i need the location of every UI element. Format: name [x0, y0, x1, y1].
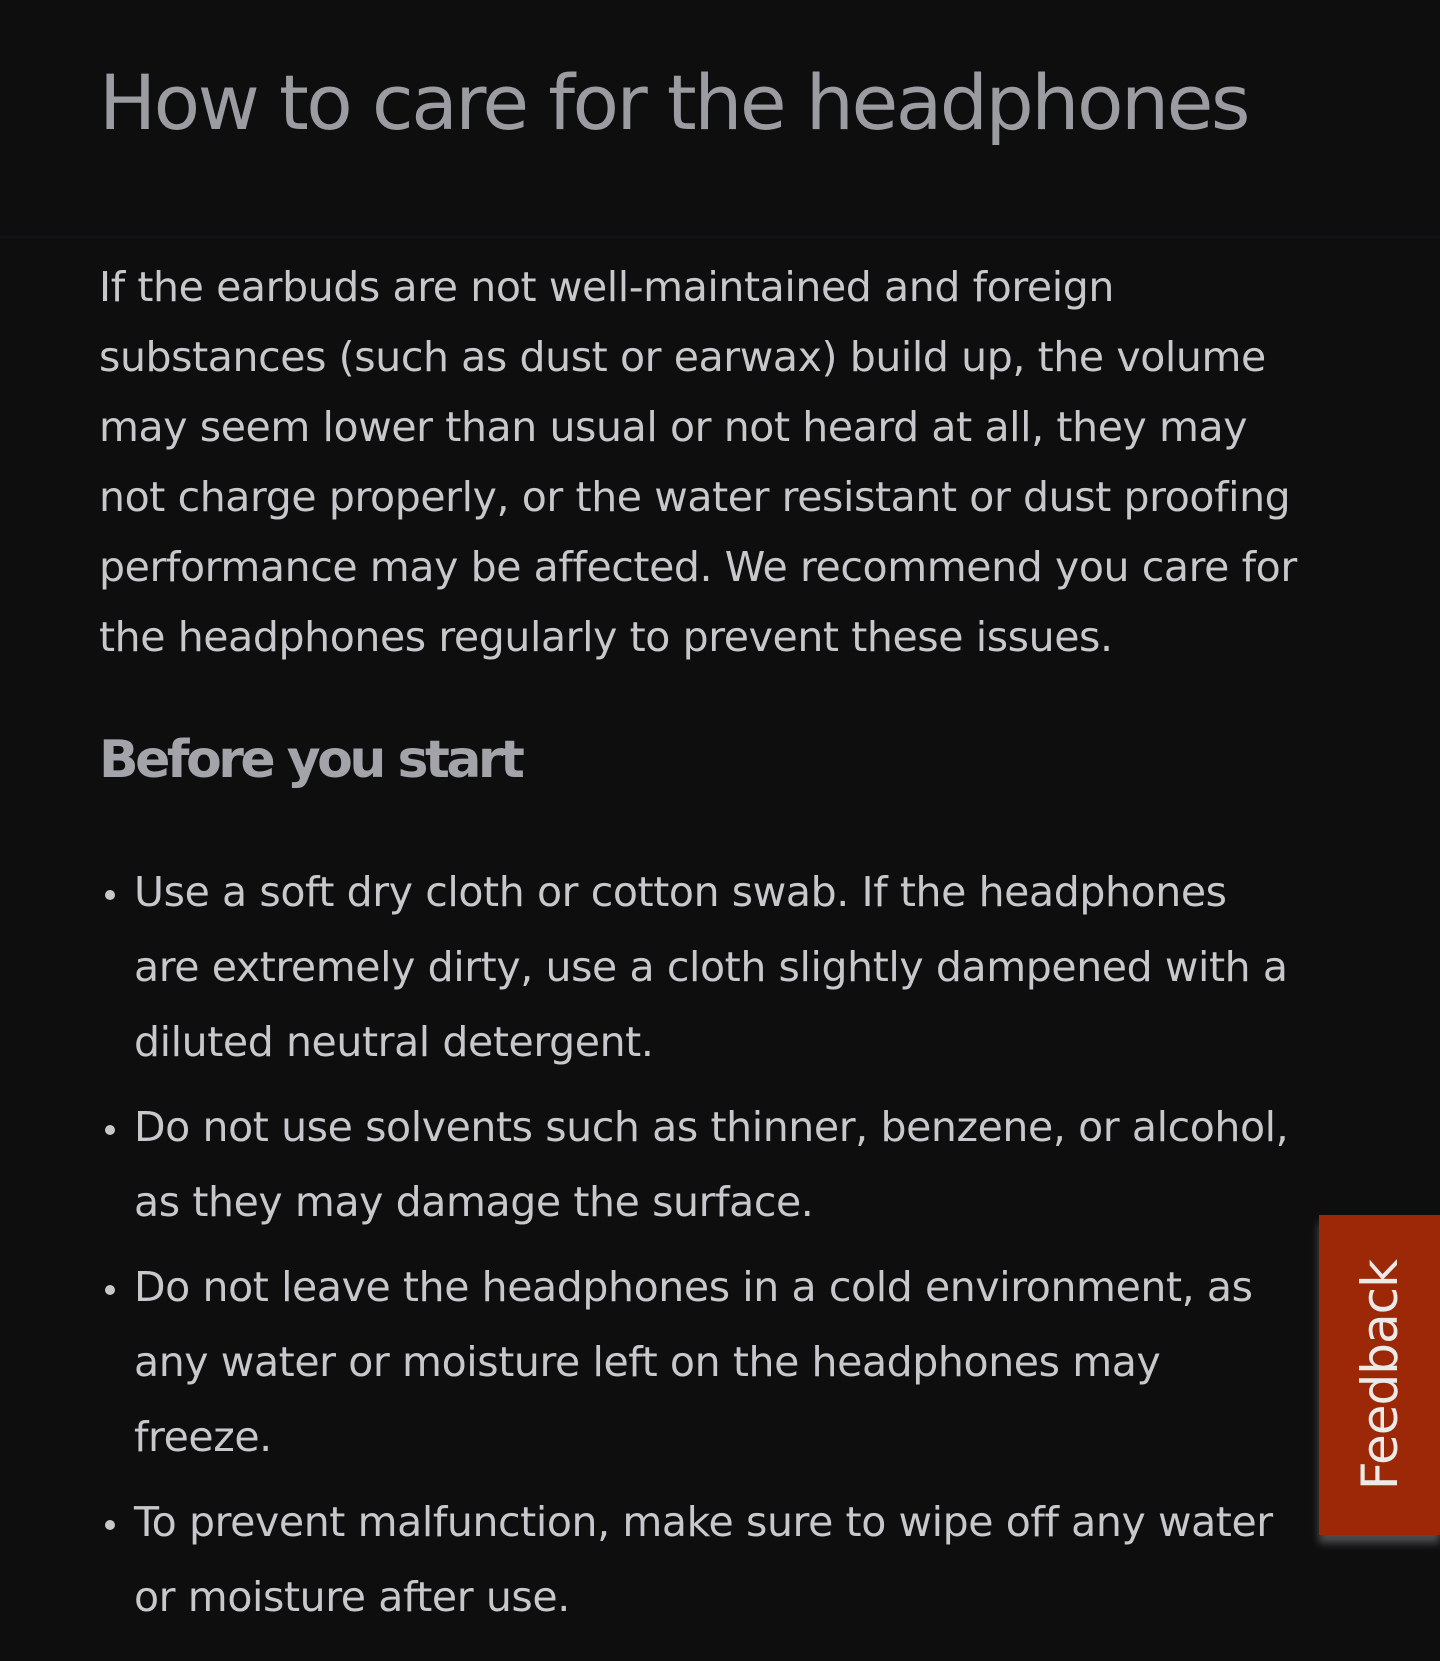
header-divider — [0, 236, 1440, 238]
bullet-line: freeze. — [134, 1413, 272, 1461]
intro-line: the headphones regularly to prevent these issues. — [99, 613, 1113, 661]
bullet-line: are extremely dirty, use a cloth slightly dampened with a — [134, 943, 1288, 991]
bullet-list — [99, 855, 1339, 1645]
intro-line: substances (such as dust or earwax) build up, the volume — [99, 333, 1266, 381]
bullet-dot-icon — [105, 1125, 115, 1135]
bullet-dot-icon — [105, 1520, 115, 1530]
bullet-line: or moisture after use. — [134, 1573, 570, 1621]
bullet-line: Use a soft dry cloth or cotton swab. If the headphones — [134, 868, 1227, 916]
bullet-line: To prevent malfunction, make sure to wipe off any water — [134, 1498, 1273, 1546]
bullet-line: as they may damage the surface. — [134, 1178, 814, 1226]
feedback-label: Feedback — [1350, 1259, 1409, 1491]
list-item — [99, 1485, 1339, 1635]
page-title: How to care for the headphones — [99, 58, 1248, 147]
intro-line: not charge properly, or the water resistant or dust proofing — [99, 473, 1291, 521]
bullet-text — [134, 1090, 1339, 1240]
bullet-line: diluted neutral detergent. — [134, 1018, 654, 1066]
bullet-dot-icon — [105, 1285, 115, 1295]
bullet-text — [134, 855, 1339, 1080]
list-item — [99, 1090, 1339, 1240]
bullet-line: Do not leave the headphones in a cold environment, as — [134, 1263, 1253, 1311]
intro-paragraph — [99, 252, 1359, 672]
bullet-text — [134, 1250, 1339, 1475]
list-item — [99, 855, 1339, 1080]
intro-line: performance may be affected. We recommend you care for — [99, 543, 1297, 591]
intro-line: may seem lower than usual or not heard at all, they may — [99, 403, 1248, 451]
section-heading: Before you start — [99, 730, 522, 790]
list-item — [99, 1250, 1339, 1475]
bullet-dot-icon — [105, 890, 115, 900]
bullet-text — [134, 1485, 1339, 1635]
bullet-line: Do not use solvents such as thinner, benzene, or alcohol, — [134, 1103, 1289, 1151]
intro-line: If the earbuds are not well-maintained and foreign — [99, 263, 1114, 311]
bullet-line: any water or moisture left on the headphones may — [134, 1338, 1161, 1386]
feedback-button[interactable] — [1319, 1215, 1440, 1535]
